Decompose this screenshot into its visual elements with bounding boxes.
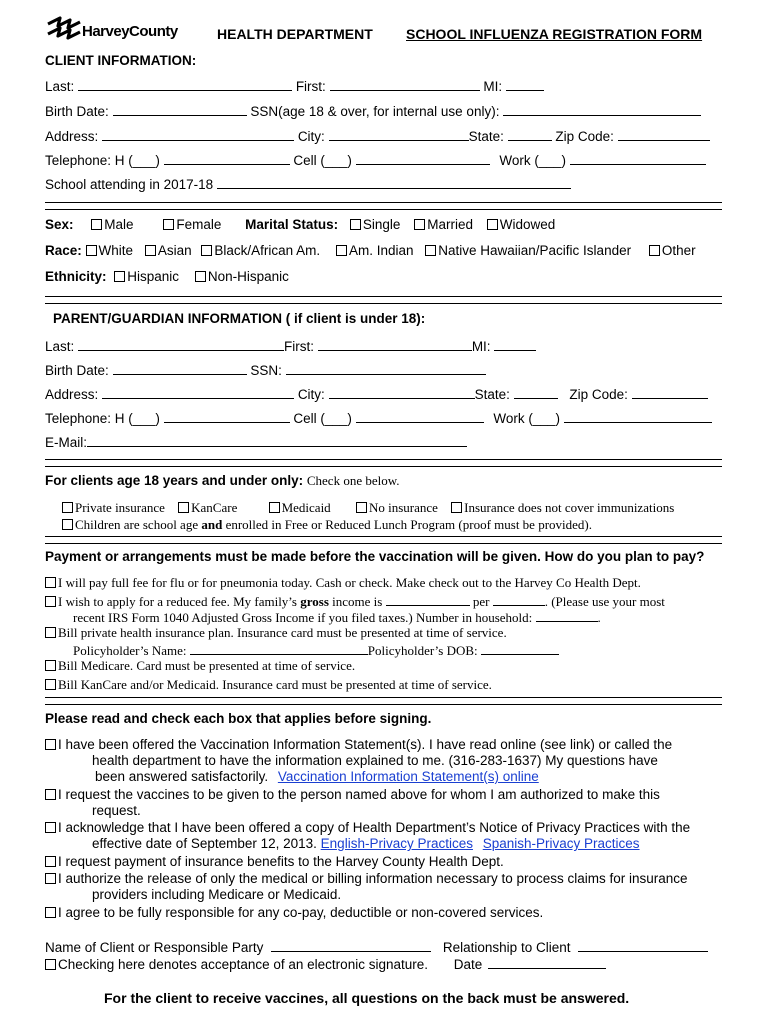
income-period-field[interactable] (493, 592, 545, 606)
client-work-field[interactable] (570, 151, 706, 165)
consent-privacy-line2: effective date of September 12, 2013. English-Privacy Practices Spanish-Privacy Practices (92, 836, 640, 851)
client-first-field[interactable] (330, 77, 480, 91)
client-address-row (45, 127, 710, 144)
payment-option-reduced-fee[interactable]: I wish to apply for a reduced fee. My family’s gross income is per . (Please use your most (45, 592, 665, 610)
checkbox-icon[interactable] (487, 219, 498, 230)
checkbox-icon[interactable] (86, 245, 97, 256)
reduced-fee-line2: recent IRS Form 1040 Adjusted Gross Income if you filed taxes.) Number in household: . (73, 610, 601, 625)
section-divider (45, 536, 722, 544)
client-birth-label: Birth Date: (45, 104, 109, 119)
checkbox-icon[interactable] (91, 219, 102, 230)
guardian-zip-label: Zip Code: (569, 387, 628, 402)
date-label: Date (453, 957, 483, 972)
insurance-option-kancare[interactable]: KanCare (178, 500, 237, 515)
guardian-ssn-field[interactable] (286, 361, 486, 375)
guardian-first-label: First: (284, 339, 315, 354)
checkbox-icon[interactable] (45, 856, 56, 867)
checkbox-icon[interactable] (414, 219, 425, 230)
section-divider (45, 697, 722, 705)
race-option-pacific-islander[interactable]: Native Hawaiian/Pacific Islander (425, 243, 631, 258)
checkbox-icon[interactable] (451, 502, 462, 513)
consent-privacy-notice[interactable]: I acknowledge that I have been offered a copy of Health Department’s Notice of Privacy Practices with the (45, 820, 690, 835)
guardian-city-field[interactable] (329, 385, 475, 399)
client-city-field[interactable] (329, 127, 469, 141)
checkbox-icon[interactable] (45, 789, 56, 800)
race-option-white[interactable]: White (86, 243, 134, 258)
client-state-label: State: (468, 129, 504, 144)
checkbox-icon[interactable] (195, 271, 206, 282)
guardian-birth-label: Birth Date: (45, 363, 109, 378)
household-number-field[interactable] (536, 608, 598, 622)
sex-option-female[interactable]: Female (163, 217, 221, 232)
checkbox-icon[interactable] (45, 660, 56, 671)
payment-title: Payment or arrangements must be made before the vaccination will be given. How do you plan to pay? (45, 549, 705, 564)
checkbox-icon[interactable] (350, 219, 361, 230)
ethnicity-option-hispanic[interactable]: Hispanic (114, 269, 179, 284)
consent-vis-line2: health department to have the information explained to me. (316-283-1637) My questions have (92, 753, 658, 768)
guardian-home-phone-field[interactable] (164, 409, 290, 423)
checkbox-icon[interactable] (45, 577, 56, 588)
client-address-field[interactable] (102, 127, 294, 141)
checkbox-icon[interactable] (336, 245, 347, 256)
checkbox-icon[interactable] (45, 596, 56, 607)
client-work-label: Work (___) (499, 153, 566, 168)
client-state-field[interactable] (508, 127, 552, 141)
client-name-row (45, 77, 544, 94)
guardian-city-label: City: (297, 387, 325, 402)
policyholder-dob-field[interactable] (481, 641, 559, 655)
checkbox-icon[interactable] (45, 907, 56, 918)
policyholder-dob-label: Policyholder’s DOB: (367, 643, 478, 658)
client-last-label: Last: (45, 79, 75, 94)
guardian-cell-label: Cell (___) (293, 411, 352, 426)
payment-option-full-fee[interactable]: I will pay full fee for flu or for pneumonia today. Cash or check. Make check out to the Harvey Co Health Dept. (45, 575, 641, 591)
checkbox-icon[interactable] (178, 502, 189, 513)
logo-mark-icon (46, 16, 82, 46)
signature-name-row (45, 938, 708, 955)
guardian-state-field[interactable] (514, 385, 558, 399)
guardian-address-field[interactable] (102, 385, 294, 399)
insurance-title-row (45, 473, 400, 489)
guardian-work-field[interactable] (564, 409, 712, 423)
client-first-label: First: (295, 79, 326, 94)
checkbox-icon[interactable] (649, 245, 660, 256)
checkbox-icon[interactable] (45, 959, 56, 970)
race-label: Race: (45, 243, 82, 258)
consent-vis-offered[interactable]: I have been offered the Vaccination Information Statement(s). I have read online (see link) or called the (45, 737, 672, 752)
guardian-section-title: PARENT/GUARDIAN INFORMATION ( if client is under 18): (53, 311, 426, 326)
consent-release-info[interactable]: I authorize the release of only the medical or billing information necessary to process claims for insurance (45, 871, 688, 886)
insurance-option-medicaid[interactable]: Medicaid (269, 500, 331, 515)
payment-option-private-insurance[interactable]: Bill private health insurance plan. Insurance card must be presented at time of service. (45, 625, 507, 641)
guardian-address-row (45, 385, 708, 402)
ethnicity-option-non-hispanic[interactable]: Non-Hispanic (195, 269, 289, 284)
guardian-email-row (45, 433, 467, 450)
policyholder-row (73, 641, 559, 659)
client-last-field[interactable] (78, 77, 292, 91)
race-row (45, 243, 696, 258)
guardian-ssn-label: SSN: (250, 363, 282, 378)
checkbox-icon[interactable] (356, 502, 367, 513)
guardian-cell-field[interactable] (356, 409, 484, 423)
insurance-option-none[interactable]: No insurance (356, 500, 438, 515)
guardian-last-field[interactable] (78, 337, 284, 351)
consent-release-line2: providers including Medicare or Medicaid. (92, 887, 342, 902)
client-cell-field[interactable] (356, 151, 490, 165)
client-birth-row (45, 102, 701, 119)
guardian-telephone-row (45, 409, 712, 426)
marital-label: Marital Status: (245, 217, 339, 232)
responsible-party-label: Name of Client or Responsible Party (45, 940, 264, 955)
section-divider (45, 459, 722, 467)
payment-option-medicare[interactable]: Bill Medicare. Card must be presented at time of service. (45, 658, 355, 674)
guardian-home-phone-label: Telephone: H (___) (45, 411, 160, 426)
client-section-title: CLIENT INFORMATION: (45, 53, 197, 68)
checkbox-icon[interactable] (201, 245, 212, 256)
client-birth-field[interactable] (113, 102, 247, 116)
spanish-privacy-link[interactable]: Spanish-Privacy Practices (482, 836, 640, 851)
client-ssn-label: SSN(age 18 & over, for internal use only): (250, 104, 500, 119)
sex-marital-row (45, 217, 555, 232)
client-mi-field[interactable] (506, 77, 544, 91)
department-title: HEALTH DEPARTMENT (217, 26, 373, 42)
insurance-instruction: Check one below. (306, 473, 400, 488)
guardian-email-label: E-Mail: (45, 435, 88, 450)
guardian-birth-row (45, 361, 486, 378)
marital-option-married[interactable]: Married (414, 217, 473, 232)
marital-option-single[interactable]: Single (350, 217, 401, 232)
responsible-party-field[interactable] (271, 938, 431, 952)
english-privacy-link[interactable]: English-Privacy Practices (320, 836, 473, 851)
race-option-asian[interactable]: Asian (145, 243, 192, 258)
policyholder-name-label: Policyholder’s Name: (73, 643, 187, 658)
race-option-black[interactable]: Black/African Am. (201, 243, 320, 258)
checkbox-icon[interactable] (45, 822, 56, 833)
client-ssn-field[interactable] (503, 102, 701, 116)
client-zip-label: Zip Code: (555, 129, 614, 144)
client-telephone-row (45, 151, 706, 168)
checkbox-icon[interactable] (145, 245, 156, 256)
guardian-last-label: Last: (45, 339, 75, 354)
consent-request-line2: request. (92, 803, 141, 818)
logo-text: HarveyCounty (82, 23, 178, 40)
insurance-option-no-immunizations[interactable]: Insurance does not cover immunizations (451, 500, 674, 515)
checkbox-icon[interactable] (163, 219, 174, 230)
guardian-first-field[interactable] (318, 337, 472, 351)
client-mi-label: MI: (483, 79, 503, 94)
client-school-label: School attending in 2017-18 (45, 177, 214, 192)
checkbox-icon[interactable] (45, 873, 56, 884)
client-cell-label: Cell (___) (293, 153, 352, 168)
race-option-am-indian[interactable]: Am. Indian (336, 243, 414, 258)
checkbox-icon[interactable] (114, 271, 125, 282)
client-city-label: City: (297, 129, 325, 144)
insurance-options-row (62, 500, 674, 516)
checkbox-icon[interactable] (425, 245, 436, 256)
guardian-email-field[interactable] (87, 433, 467, 447)
payment-option-kancare-medicaid[interactable]: Bill KanCare and/or Medicaid. Insurance card must be presented at time of service. (45, 677, 492, 693)
client-school-row (45, 175, 571, 192)
guardian-mi-field[interactable] (494, 337, 536, 351)
checkbox-icon[interactable] (269, 502, 280, 513)
harvey-county-logo (46, 16, 206, 46)
family-income-field[interactable] (386, 592, 470, 606)
consent-request-vaccines[interactable]: I request the vaccines to be given to the person named above for whom I am authorized to make this (45, 787, 660, 802)
checkbox-icon[interactable] (62, 502, 73, 513)
sex-option-male[interactable]: Male (91, 217, 133, 232)
checkbox-icon[interactable] (62, 519, 73, 530)
footer-notice: For the client to receive vaccines, all questions on the back must be answered. (104, 990, 630, 1006)
vis-online-link[interactable]: Vaccination Information Statement(s) online (277, 769, 539, 784)
guardian-birth-field[interactable] (113, 361, 247, 375)
consent-insurance-benefits[interactable]: I request payment of insurance benefits to the Harvey County Health Dept. (45, 854, 504, 869)
insurance-title: For clients age 18 years and under only: (45, 473, 304, 488)
guardian-work-label: Work (___) (493, 411, 560, 426)
sex-label: Sex: (45, 217, 74, 232)
consent-title: Please read and check each box that applies before signing. (45, 711, 432, 726)
form-title: SCHOOL INFLUENZA REGISTRATION FORM (406, 26, 703, 42)
client-school-field[interactable] (217, 175, 571, 189)
guardian-zip-field[interactable] (632, 385, 708, 399)
race-option-other[interactable]: Other (649, 243, 696, 258)
client-zip-field[interactable] (618, 127, 710, 141)
consent-vis-line3: been answered satisfactorily. Vaccination Information Statement(s) online (95, 769, 539, 784)
consent-responsible[interactable]: I agree to be fully responsible for any co-pay, deductible or non-covered services. (45, 905, 543, 920)
guardian-mi-label: MI: (471, 339, 491, 354)
client-address-label: Address: (45, 129, 99, 144)
date-field[interactable] (488, 955, 606, 969)
insurance-option-private[interactable]: Private insurance (62, 500, 165, 515)
client-home-phone-label: Telephone: H (___) (45, 153, 160, 168)
guardian-state-label: State: (474, 387, 510, 402)
client-home-phone-field[interactable] (164, 151, 290, 165)
relationship-label: Relationship to Client (442, 940, 571, 955)
ethnicity-row (45, 269, 289, 284)
guardian-name-row (45, 337, 536, 354)
relationship-field[interactable] (578, 938, 708, 952)
ethnicity-label: Ethnicity: (45, 269, 107, 284)
insurance-lunch-row (62, 517, 592, 533)
checkbox-icon[interactable] (45, 739, 56, 750)
esign-checkbox[interactable]: Checking here denotes acceptance of an electronic signature. (45, 957, 428, 972)
section-divider (45, 296, 722, 304)
marital-option-widowed[interactable]: Widowed (487, 217, 556, 232)
checkbox-icon[interactable] (45, 679, 56, 690)
checkbox-icon[interactable] (45, 627, 56, 638)
guardian-address-label: Address: (45, 387, 99, 402)
policyholder-name-field[interactable] (190, 641, 368, 655)
section-divider (45, 202, 722, 210)
insurance-option-lunch-program[interactable]: Children are school age and enrolled in Free or Reduced Lunch Program (proof must be provided). (62, 517, 592, 532)
esign-row (45, 955, 606, 972)
